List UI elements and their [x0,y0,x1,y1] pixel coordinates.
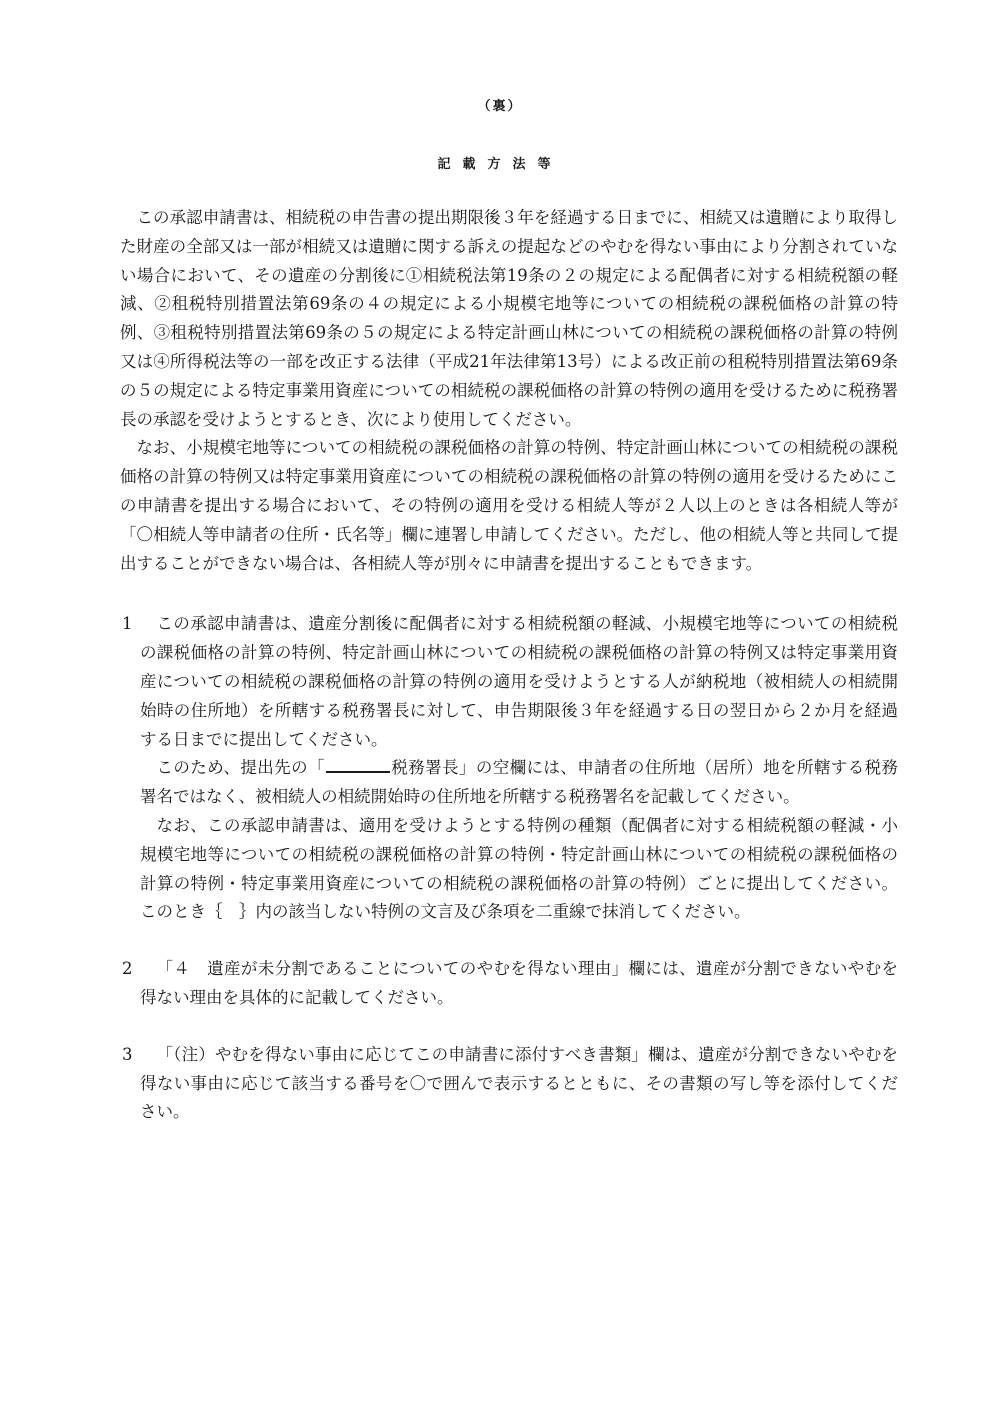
instruction-item-1 [120,610,898,927]
instruction-item-3 [120,1041,898,1127]
item-1-paragraph-3: なお、この承認申請書は、適用を受けようとする特例の種類（配偶者に対する相続税額の軽減・小規模宅地等についての相続税の課税価格の計算の特例・特定計画山林についての相続税の課税価格の計算の特例・特定事業用資産についての相続税の課税価格の計算の特例）ごとに提出してください。このとき｛ ｝内の該当しない特例の文言及び条項を二重線で抹消してください。 [140,815,899,922]
item-number: 3 [122,1044,133,1064]
item-1-p2-after: 税務署長」の空欄には、申請者の住所地（居所）地を所轄する税務署名ではなく、被相続人の相続開始時の住所地を所轄する税務署名を記載してください。 [140,758,899,807]
item-2-paragraph-1: 「４ 遺産が未分割であることについてのやむを得ない理由」欄には、遺産が分割できないやむを得ない理由を具体的に記載してください。 [140,959,898,1007]
item-1-p2-before: このため、提出先の「 [156,758,325,778]
page-heading: 記載方法等 [437,157,563,172]
item-1-paragraph-1: この承認申請書は、遺産分割後に配偶者に対する相続税額の軽減、小規模宅地等についての相続税の課税価格の計算の特例、特定計画山林についての相続税の課税価格の計算の特例又は特定事業用資産についての相続税の課税価格の計算の特例の適用を受けようとする人が納税地（被相続人の相続開始時の住所地）を所轄する税務署長に対して、申告期限後３年を経過する日の翌日から２か月を経過する日までに提出してください。 [140,614,898,749]
intro-paragraph-2: なお、小規模宅地等についての相続税の課税価格の計算の特例、特定計画山林についての相続税の課税価格の計算の特例又は特定事業用資産についての相続税の課税価格の計算の特例の適用を受けるためにこの申請書を提出する場合において、その特例の適用を受ける相続人等が２人以上のときは各相続人等が「〇相続人等申請者の住所・氏名等」欄に連署し申請してください。ただし、他の相続人等と共同して提出することができない場合は、各相続人等が別々に申請書を提出することもできます。 [120,438,898,573]
page-side-label: （裏） [477,99,523,114]
section-spacer [120,1013,898,1041]
item-1-paragraph-2 [140,754,898,812]
tax-office-blank [326,757,390,773]
item-number: 1 [122,614,133,634]
item-number: 2 [122,959,133,979]
instruction-item-2 [120,955,898,1013]
intro-paragraph-1: この承認申請書は、相続税の申告書の提出期限後３年を経過する日までに、相続又は遺贈により取得した財産の全部又は一部が相続又は遺贈に関する訴えの提起などのやむを得ない事由により分割されていない場合において、その遺産の分割後に①相続税法第19条の２の規定による配偶者に対する相続税額の軽減、②租税特別措置法第69条の４の規定による小規模宅地等についての相続税の課税価格の計算の特例、③租税特別措置法第69条の５の規定による特定計画山林についての相続税の課税価格の計算の特例又は④所得税法等の一部を改正する法律（平成21年法律第13号）による改正前の租税特別措置法第69条の５の規定による特定事業用資産についての相続税の課税価格の計算の特例の適用を受けるために税務署長の承認を受けようとするとき、次により使用してください。 [120,208,898,429]
document-body [120,204,898,1127]
section-spacer [120,927,898,955]
item-3-paragraph-1: 「（注）やむを得ない事由に応じてこの申請書に添付すべき書類」欄は、遺産が分割できないやむを得ない事由に応じて該当する番号を〇で囲んで表示するとともに、その書類の写し等を添付してください。 [140,1044,899,1122]
section-spacer [120,578,898,610]
